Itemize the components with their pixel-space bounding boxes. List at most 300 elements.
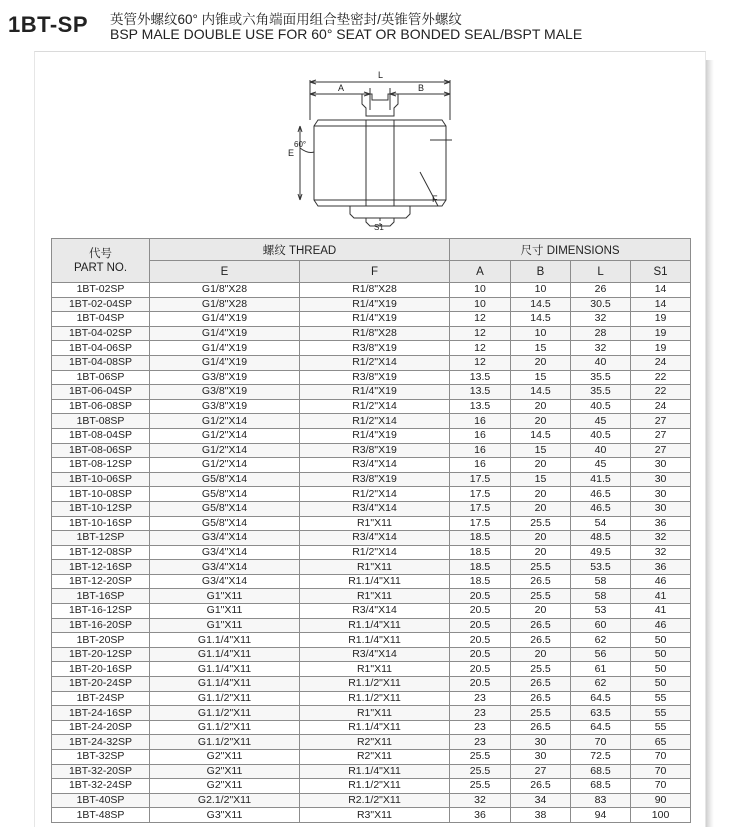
dimensions-table bbox=[51, 238, 691, 823]
thread-f-cell: R1.1/2"X11 bbox=[300, 691, 450, 706]
thread-e-cell: G3/4"X14 bbox=[150, 574, 300, 589]
thread-f-cell: R1.1/2"X11 bbox=[300, 677, 450, 692]
part-no-cell: 1BT-06SP bbox=[52, 370, 150, 385]
dim-l-cell: 26 bbox=[571, 283, 631, 298]
thread-e-cell: G1/2"X14 bbox=[150, 458, 300, 473]
dim-l-cell: 94 bbox=[571, 808, 631, 823]
dim-b-cell: 15 bbox=[511, 370, 571, 385]
dim-s1-cell: 24 bbox=[631, 399, 691, 414]
table-row bbox=[52, 691, 691, 706]
dim-s1-cell: 22 bbox=[631, 370, 691, 385]
dim-b-cell: 34 bbox=[511, 793, 571, 808]
thread-e-cell: G1/2"X14 bbox=[150, 443, 300, 458]
table-row bbox=[52, 283, 691, 298]
table-row bbox=[52, 516, 691, 531]
col-header-s1: S1 bbox=[631, 261, 691, 283]
dim-s1-cell: 14 bbox=[631, 283, 691, 298]
title-english: BSP MALE DOUBLE USE FOR 60° SEAT OR BONDED SEAL/BSPT MALE bbox=[110, 26, 583, 42]
part-no-cell: 1BT-10-08SP bbox=[52, 487, 150, 502]
thread-f-cell: R1/4"X19 bbox=[300, 385, 450, 400]
dim-l-cell: 63.5 bbox=[571, 706, 631, 721]
dim-s1-cell: 100 bbox=[631, 808, 691, 823]
header bbox=[8, 6, 748, 46]
dim-b-cell: 26.5 bbox=[511, 691, 571, 706]
thread-header: 螺纹 THREAD bbox=[150, 239, 450, 261]
dim-l-cell: 45 bbox=[571, 458, 631, 473]
thread-f-cell: R1.1/2"X11 bbox=[300, 779, 450, 794]
thread-f-cell: R3/4"X14 bbox=[300, 604, 450, 619]
dim-a-cell: 18.5 bbox=[450, 560, 511, 575]
dim-a-cell: 36 bbox=[450, 808, 511, 823]
part-no-cell: 1BT-16SP bbox=[52, 589, 150, 604]
dim-b-cell: 14.5 bbox=[511, 297, 571, 312]
dim-s1-cell: 19 bbox=[631, 312, 691, 327]
dim-l-cell: 40.5 bbox=[571, 428, 631, 443]
dim-l-cell: 40 bbox=[571, 443, 631, 458]
dim-a-cell: 10 bbox=[450, 297, 511, 312]
dim-l-cell: 53 bbox=[571, 604, 631, 619]
thread-f-cell: R1/8"X28 bbox=[300, 283, 450, 298]
dim-b-cell: 14.5 bbox=[511, 385, 571, 400]
dim-b-cell: 25.5 bbox=[511, 560, 571, 575]
dim-b-cell: 20 bbox=[511, 355, 571, 370]
part-no-header bbox=[52, 239, 150, 283]
dim-s1-cell: 70 bbox=[631, 764, 691, 779]
table-row bbox=[52, 531, 691, 546]
dim-s1-cell: 50 bbox=[631, 662, 691, 677]
part-no-cell: 1BT-20-12SP bbox=[52, 647, 150, 662]
table-row bbox=[52, 326, 691, 341]
dim-b-cell: 26.5 bbox=[511, 677, 571, 692]
table-row bbox=[52, 793, 691, 808]
thread-f-cell: R3/8"X19 bbox=[300, 341, 450, 356]
thread-f-cell: R1/2"X14 bbox=[300, 399, 450, 414]
thread-e-cell: G1/8"X28 bbox=[150, 283, 300, 298]
dim-s1-cell: 65 bbox=[631, 735, 691, 750]
dim-l-cell: 72.5 bbox=[571, 750, 631, 765]
table-row bbox=[52, 779, 691, 794]
dim-l-cell: 64.5 bbox=[571, 720, 631, 735]
dim-b-cell: 30 bbox=[511, 750, 571, 765]
thread-f-cell: R1"X11 bbox=[300, 589, 450, 604]
table-row bbox=[52, 458, 691, 473]
thread-f-cell: R1/2"X14 bbox=[300, 487, 450, 502]
part-no-cell: 1BT-10-06SP bbox=[52, 472, 150, 487]
thread-f-cell: R2"X11 bbox=[300, 735, 450, 750]
part-no-cell: 1BT-10-12SP bbox=[52, 501, 150, 516]
part-no-cell: 1BT-02-04SP bbox=[52, 297, 150, 312]
dim-s1-cell: 22 bbox=[631, 385, 691, 400]
thread-f-cell: R3/4"X14 bbox=[300, 531, 450, 546]
dim-l-cell: 30.5 bbox=[571, 297, 631, 312]
thread-f-cell: R3/8"X19 bbox=[300, 370, 450, 385]
dim-l-cell: 61 bbox=[571, 662, 631, 677]
thread-e-cell: G5/8"X14 bbox=[150, 487, 300, 502]
table-row bbox=[52, 735, 691, 750]
dim-b-cell: 25.5 bbox=[511, 589, 571, 604]
part-no-cell: 1BT-32-24SP bbox=[52, 779, 150, 794]
part-no-cell: 1BT-08-12SP bbox=[52, 458, 150, 473]
dim-a-cell: 16 bbox=[450, 443, 511, 458]
thread-f-cell: R1"X11 bbox=[300, 662, 450, 677]
dim-a-cell: 16 bbox=[450, 414, 511, 429]
dim-s1-cell: 36 bbox=[631, 516, 691, 531]
col-header-a: A bbox=[450, 261, 511, 283]
dim-a-cell: 18.5 bbox=[450, 574, 511, 589]
dim-l-cell: 28 bbox=[571, 326, 631, 341]
table-row bbox=[52, 604, 691, 619]
dim-s1-cell: 19 bbox=[631, 341, 691, 356]
dim-b-cell: 10 bbox=[511, 326, 571, 341]
dim-a-cell: 17.5 bbox=[450, 472, 511, 487]
table-row bbox=[52, 443, 691, 458]
dim-l-cell: 48.5 bbox=[571, 531, 631, 546]
dim-s1-cell: 70 bbox=[631, 779, 691, 794]
part-no-cell: 1BT-16-12SP bbox=[52, 604, 150, 619]
dim-a-cell: 25.5 bbox=[450, 764, 511, 779]
dim-a-cell: 18.5 bbox=[450, 531, 511, 546]
part-no-cell: 1BT-24-20SP bbox=[52, 720, 150, 735]
table-body bbox=[52, 283, 691, 823]
thread-f-cell: R1.1/4"X11 bbox=[300, 618, 450, 633]
part-no-cell: 1BT-04SP bbox=[52, 312, 150, 327]
table-row bbox=[52, 808, 691, 823]
table-row bbox=[52, 370, 691, 385]
table-row bbox=[52, 399, 691, 414]
dim-a-cell: 20.5 bbox=[450, 633, 511, 648]
part-no-cell: 1BT-08SP bbox=[52, 414, 150, 429]
dim-a-cell: 13.5 bbox=[450, 370, 511, 385]
dim-b-cell: 20 bbox=[511, 545, 571, 560]
part-no-cell: 1BT-12SP bbox=[52, 531, 150, 546]
thread-e-cell: G2.1/2"X11 bbox=[150, 793, 300, 808]
dim-a-cell: 20.5 bbox=[450, 647, 511, 662]
dim-a-cell: 16 bbox=[450, 458, 511, 473]
dim-l-cell: 64.5 bbox=[571, 691, 631, 706]
thread-f-cell: R1.1/4"X11 bbox=[300, 574, 450, 589]
thread-e-cell: G5/8"X14 bbox=[150, 516, 300, 531]
dim-l-cell: 68.5 bbox=[571, 779, 631, 794]
part-no-header-en: PART NO. bbox=[73, 261, 128, 274]
dim-s1-cell: 30 bbox=[631, 472, 691, 487]
hex-collar bbox=[362, 94, 398, 116]
dim-a-cell: 12 bbox=[450, 326, 511, 341]
thread-f-cell: R3/4"X14 bbox=[300, 458, 450, 473]
dim-b-cell: 20 bbox=[511, 531, 571, 546]
table-row bbox=[52, 341, 691, 356]
dim-l-cell: 83 bbox=[571, 793, 631, 808]
dim-s1-cell: 27 bbox=[631, 428, 691, 443]
thread-e-cell: G2"X11 bbox=[150, 779, 300, 794]
label-E: E bbox=[288, 148, 295, 158]
dim-s1-cell: 50 bbox=[631, 633, 691, 648]
table-row bbox=[52, 385, 691, 400]
dim-b-cell: 26.5 bbox=[511, 779, 571, 794]
dim-b-cell: 20 bbox=[511, 647, 571, 662]
dim-l-cell: 32 bbox=[571, 312, 631, 327]
dim-l-cell: 68.5 bbox=[571, 764, 631, 779]
dim-b-cell: 15 bbox=[511, 341, 571, 356]
table-row bbox=[52, 472, 691, 487]
dim-a-cell: 20.5 bbox=[450, 677, 511, 692]
dim-b-cell: 38 bbox=[511, 808, 571, 823]
dim-l-cell: 53.5 bbox=[571, 560, 631, 575]
thread-e-cell: G1/2"X14 bbox=[150, 428, 300, 443]
dim-l-cell: 35.5 bbox=[571, 370, 631, 385]
thread-f-cell: R2"X11 bbox=[300, 750, 450, 765]
thread-e-cell: G1/4"X19 bbox=[150, 355, 300, 370]
dim-l-cell: 70 bbox=[571, 735, 631, 750]
dim-a-cell: 23 bbox=[450, 691, 511, 706]
thread-e-cell: G3/8"X19 bbox=[150, 385, 300, 400]
thread-e-cell: G2"X11 bbox=[150, 750, 300, 765]
dim-b-cell: 26.5 bbox=[511, 720, 571, 735]
dim-a-cell: 13.5 bbox=[450, 399, 511, 414]
dim-a-cell: 17.5 bbox=[450, 516, 511, 531]
thread-f-cell: R1.1/4"X11 bbox=[300, 720, 450, 735]
part-no-cell: 1BT-08-04SP bbox=[52, 428, 150, 443]
thread-f-cell: R3/8"X19 bbox=[300, 472, 450, 487]
dim-s1-cell: 32 bbox=[631, 545, 691, 560]
part-no-cell: 1BT-20SP bbox=[52, 633, 150, 648]
thread-f-cell: R1/2"X14 bbox=[300, 414, 450, 429]
dim-s1-cell: 50 bbox=[631, 647, 691, 662]
label-B: B bbox=[418, 83, 425, 93]
thread-f-cell: R3"X11 bbox=[300, 808, 450, 823]
table-row bbox=[52, 428, 691, 443]
thread-f-cell: R1.1/4"X11 bbox=[300, 764, 450, 779]
thread-f-cell: R1/2"X14 bbox=[300, 355, 450, 370]
dim-l-cell: 62 bbox=[571, 633, 631, 648]
dim-a-cell: 12 bbox=[450, 341, 511, 356]
table-row bbox=[52, 487, 691, 502]
thread-e-cell: G3/4"X14 bbox=[150, 560, 300, 575]
thread-f-cell: R1/2"X14 bbox=[300, 545, 450, 560]
part-no-cell: 1BT-20-24SP bbox=[52, 677, 150, 692]
dimensions-header: 尺寸 DIMENSIONS bbox=[450, 239, 691, 261]
table-row bbox=[52, 633, 691, 648]
dim-a-cell: 13.5 bbox=[450, 385, 511, 400]
dim-l-cell: 58 bbox=[571, 574, 631, 589]
dim-s1-cell: 55 bbox=[631, 691, 691, 706]
dim-l-cell: 60 bbox=[571, 618, 631, 633]
table-row bbox=[52, 720, 691, 735]
table-row bbox=[52, 647, 691, 662]
part-no-cell: 1BT-04-08SP bbox=[52, 355, 150, 370]
col-header-b: B bbox=[511, 261, 571, 283]
dim-s1-cell: 70 bbox=[631, 750, 691, 765]
dim-b-cell: 27 bbox=[511, 764, 571, 779]
thread-f-cell: R1/4"X19 bbox=[300, 297, 450, 312]
label-A: A bbox=[338, 83, 345, 93]
dim-l-cell: 46.5 bbox=[571, 501, 631, 516]
part-no-cell: 1BT-24-16SP bbox=[52, 706, 150, 721]
dim-l-cell: 41.5 bbox=[571, 472, 631, 487]
table-row bbox=[52, 662, 691, 677]
part-no-cell: 1BT-12-16SP bbox=[52, 560, 150, 575]
dim-a-cell: 20.5 bbox=[450, 662, 511, 677]
dim-l-cell: 62 bbox=[571, 677, 631, 692]
dim-s1-cell: 27 bbox=[631, 414, 691, 429]
table-row bbox=[52, 618, 691, 633]
dim-s1-cell: 14 bbox=[631, 297, 691, 312]
thread-e-cell: G5/8"X14 bbox=[150, 472, 300, 487]
thread-e-cell: G1.1/4"X11 bbox=[150, 647, 300, 662]
thread-e-cell: G1.1/4"X11 bbox=[150, 633, 300, 648]
thread-e-cell: G3/8"X19 bbox=[150, 370, 300, 385]
thread-e-cell: G5/8"X14 bbox=[150, 501, 300, 516]
fitting-body bbox=[314, 120, 446, 218]
thread-e-cell: G2"X11 bbox=[150, 764, 300, 779]
thread-e-cell: G1"X11 bbox=[150, 604, 300, 619]
part-no-cell: 1BT-02SP bbox=[52, 283, 150, 298]
dim-s1-cell: 32 bbox=[631, 531, 691, 546]
dim-s1-cell: 55 bbox=[631, 720, 691, 735]
table-row bbox=[52, 501, 691, 516]
label-L: L bbox=[378, 70, 384, 80]
thread-e-cell: G1.1/2"X11 bbox=[150, 706, 300, 721]
thread-e-cell: G1.1/2"X11 bbox=[150, 735, 300, 750]
dim-s1-cell: 46 bbox=[631, 574, 691, 589]
part-no-cell: 1BT-20-16SP bbox=[52, 662, 150, 677]
thread-f-cell: R1/4"X19 bbox=[300, 428, 450, 443]
dim-s1-cell: 19 bbox=[631, 326, 691, 341]
dim-s1-cell: 27 bbox=[631, 443, 691, 458]
thread-e-cell: G1/2"X14 bbox=[150, 414, 300, 429]
thread-f-cell: R2.1/2"X11 bbox=[300, 793, 450, 808]
dim-a-cell: 32 bbox=[450, 793, 511, 808]
dim-b-cell: 25.5 bbox=[511, 662, 571, 677]
thread-e-cell: G3/4"X14 bbox=[150, 531, 300, 546]
thread-f-cell: R1/4"X19 bbox=[300, 312, 450, 327]
thread-e-cell: G3/8"X19 bbox=[150, 399, 300, 414]
dim-a-cell: 20.5 bbox=[450, 604, 511, 619]
dim-b-cell: 15 bbox=[511, 472, 571, 487]
dim-a-cell: 25.5 bbox=[450, 779, 511, 794]
part-no-cell: 1BT-04-06SP bbox=[52, 341, 150, 356]
dim-b-cell: 20 bbox=[511, 458, 571, 473]
dim-a-cell: 17.5 bbox=[450, 501, 511, 516]
dim-a-cell: 23 bbox=[450, 735, 511, 750]
label-F: F bbox=[432, 194, 438, 204]
dim-l-cell: 35.5 bbox=[571, 385, 631, 400]
table-row bbox=[52, 414, 691, 429]
table-row bbox=[52, 706, 691, 721]
dim-l-cell: 40 bbox=[571, 355, 631, 370]
part-no-cell: 1BT-32SP bbox=[52, 750, 150, 765]
title-chinese: 英管外螺纹60° 内锥或六角端面用组合垫密封/英锥管外螺纹 bbox=[110, 12, 462, 27]
thread-e-cell: G1.1/4"X11 bbox=[150, 662, 300, 677]
dim-b-cell: 25.5 bbox=[511, 516, 571, 531]
dim-b-cell: 26.5 bbox=[511, 574, 571, 589]
thread-e-cell: G1/4"X19 bbox=[150, 312, 300, 327]
table-row bbox=[52, 764, 691, 779]
dim-b-cell: 26.5 bbox=[511, 618, 571, 633]
thread-e-cell: G3/4"X14 bbox=[150, 545, 300, 560]
thread-e-cell: G1"X11 bbox=[150, 589, 300, 604]
dim-a-cell: 12 bbox=[450, 355, 511, 370]
part-no-cell: 1BT-24-32SP bbox=[52, 735, 150, 750]
product-code: 1BT-SP bbox=[8, 12, 89, 37]
dim-l-cell: 49.5 bbox=[571, 545, 631, 560]
dim-l-cell: 58 bbox=[571, 589, 631, 604]
dim-a-cell: 18.5 bbox=[450, 545, 511, 560]
dim-a-cell: 20.5 bbox=[450, 589, 511, 604]
thread-e-cell: G1/4"X19 bbox=[150, 326, 300, 341]
dim-s1-cell: 46 bbox=[631, 618, 691, 633]
dim-a-cell: 17.5 bbox=[450, 487, 511, 502]
part-no-cell: 1BT-40SP bbox=[52, 793, 150, 808]
thread-f-cell: R1"X11 bbox=[300, 706, 450, 721]
dim-a-cell: 16 bbox=[450, 428, 511, 443]
part-no-cell: 1BT-10-16SP bbox=[52, 516, 150, 531]
dim-b-cell: 25.5 bbox=[511, 706, 571, 721]
thread-e-cell: G1/8"X28 bbox=[150, 297, 300, 312]
dim-b-cell: 26.5 bbox=[511, 633, 571, 648]
part-no-cell: 1BT-48SP bbox=[52, 808, 150, 823]
dim-b-cell: 14.5 bbox=[511, 428, 571, 443]
label-angle: 60° bbox=[294, 140, 307, 149]
thread-e-cell: G1.1/2"X11 bbox=[150, 691, 300, 706]
part-no-header-cn: 代号 bbox=[89, 247, 112, 260]
thread-f-cell: R1"X11 bbox=[300, 560, 450, 575]
dim-s1-cell: 30 bbox=[631, 458, 691, 473]
dim-a-cell: 23 bbox=[450, 720, 511, 735]
col-header-l: L bbox=[571, 261, 631, 283]
dim-b-cell: 20 bbox=[511, 487, 571, 502]
dim-s1-cell: 30 bbox=[631, 487, 691, 502]
table-row bbox=[52, 574, 691, 589]
thread-f-cell: R1/8"X28 bbox=[300, 326, 450, 341]
dim-b-cell: 14.5 bbox=[511, 312, 571, 327]
table-row bbox=[52, 312, 691, 327]
dim-b-cell: 10 bbox=[511, 283, 571, 298]
dim-a-cell: 20.5 bbox=[450, 618, 511, 633]
dim-b-cell: 20 bbox=[511, 501, 571, 516]
fitting-drawing bbox=[270, 60, 480, 232]
dim-s1-cell: 50 bbox=[631, 677, 691, 692]
col-header-f: F bbox=[300, 261, 450, 283]
dim-b-cell: 30 bbox=[511, 735, 571, 750]
thread-f-cell: R1.1/4"X11 bbox=[300, 633, 450, 648]
part-no-cell: 1BT-12-20SP bbox=[52, 574, 150, 589]
thread-e-cell: G1.1/4"X11 bbox=[150, 677, 300, 692]
dim-s1-cell: 30 bbox=[631, 501, 691, 516]
label-S1: S1 bbox=[374, 223, 384, 232]
dim-l-cell: 54 bbox=[571, 516, 631, 531]
sheet-shadow bbox=[706, 60, 714, 827]
part-no-cell: 1BT-04-02SP bbox=[52, 326, 150, 341]
thread-e-cell: G1"X11 bbox=[150, 618, 300, 633]
dim-l-cell: 40.5 bbox=[571, 399, 631, 414]
dim-s1-cell: 36 bbox=[631, 560, 691, 575]
thread-f-cell: R3/8"X19 bbox=[300, 443, 450, 458]
part-no-cell: 1BT-32-20SP bbox=[52, 764, 150, 779]
dim-s1-cell: 24 bbox=[631, 355, 691, 370]
thread-e-cell: G3"X11 bbox=[150, 808, 300, 823]
dim-b-cell: 15 bbox=[511, 443, 571, 458]
thread-f-cell: R3/4"X14 bbox=[300, 501, 450, 516]
thread-e-cell: G1.1/2"X11 bbox=[150, 720, 300, 735]
dim-l-cell: 56 bbox=[571, 647, 631, 662]
part-no-cell: 1BT-16-20SP bbox=[52, 618, 150, 633]
dim-s1-cell: 55 bbox=[631, 706, 691, 721]
table-row bbox=[52, 545, 691, 560]
col-header-e: E bbox=[150, 261, 300, 283]
table-row bbox=[52, 297, 691, 312]
thread-f-cell: R3/4"X14 bbox=[300, 647, 450, 662]
table-row bbox=[52, 560, 691, 575]
